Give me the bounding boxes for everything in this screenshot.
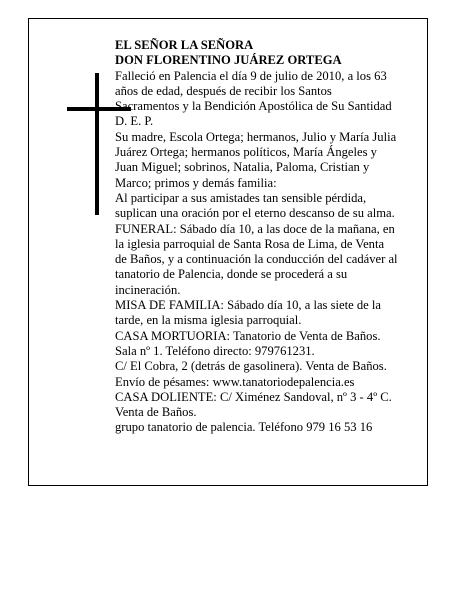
notice-body-line: CASA DOLIENTE: C/ Ximénez Sandoval, nº 3 - 4º C. [115,389,392,404]
notice-body-line: Falleció en Palencia el día 9 de julio de 2010, a los 63 [115,68,387,83]
notice-body-line: suplican una oración por el eterno descanso de su alma. [115,206,395,221]
notice-body-line: Al participar a sus amistades tan sensible pérdida, [115,190,367,205]
notice-body-line: Envío de pésames: www.tanatoriodepalencia.es [115,374,355,389]
notice-body-line: Juan Miguel; sobrinos, Natalia, Paloma, Cristian y [115,160,370,175]
notice-body-line: años de edad, después de recibir los Santos [115,83,332,98]
notice-body-line: tanatorio de Palencia, donde se procederá a su [115,267,348,282]
notice-body-line: Sala nº 1. Teléfono directo: 979761231. [115,343,315,358]
notice-body-line: de Baños, y a continuación la conducción del cadáver al [115,252,398,267]
notice-body-line: grupo tanatorio de palencia. Teléfono 979 16 53 16 [115,420,373,435]
notice-body-line: C/ El Cobra, 2 (detrás de gasolinera). Venta de Baños. [115,359,387,374]
notice-text [115,38,417,436]
notice-body-line: FUNERAL: Sábado día 10, a las doce de la mañana, en [115,221,395,236]
notice-body-line: Juárez Ortega; hermanos políticos, María Ángeles y [115,145,377,160]
notice-body-line: Sacramentos y la Bendición Apostólica de Su Santidad [115,99,392,114]
cross-vertical-bar [95,73,99,215]
notice-body-line: Su madre, Escola Ortega; hermanos, Julio y María Julia [115,129,397,144]
notice-body-line: Venta de Baños. [115,405,197,420]
notice-body-line: MISA DE FAMILIA: Sábado día 10, a las siete de la [115,298,381,313]
notice-body-line: la iglesia parroquial de Santa Rosa de Lima, de Venta [115,236,385,251]
notice-body-line: Marco; primos y demás familia: [115,175,277,190]
notice-body-line: CASA MORTUORIA: Tanatorio de Venta de Baños. [115,328,381,343]
notice-body-line: incineración. [115,282,181,297]
deceased-name: DON FLORENTINO JUÁREZ ORTEGA [115,53,342,68]
notice-body-line: D. E. P. [115,114,154,129]
notice-body-line: tarde, en la misma iglesia parroquial. [115,313,302,328]
notice-header-line: EL SEÑOR LA SEÑORA [115,38,254,52]
